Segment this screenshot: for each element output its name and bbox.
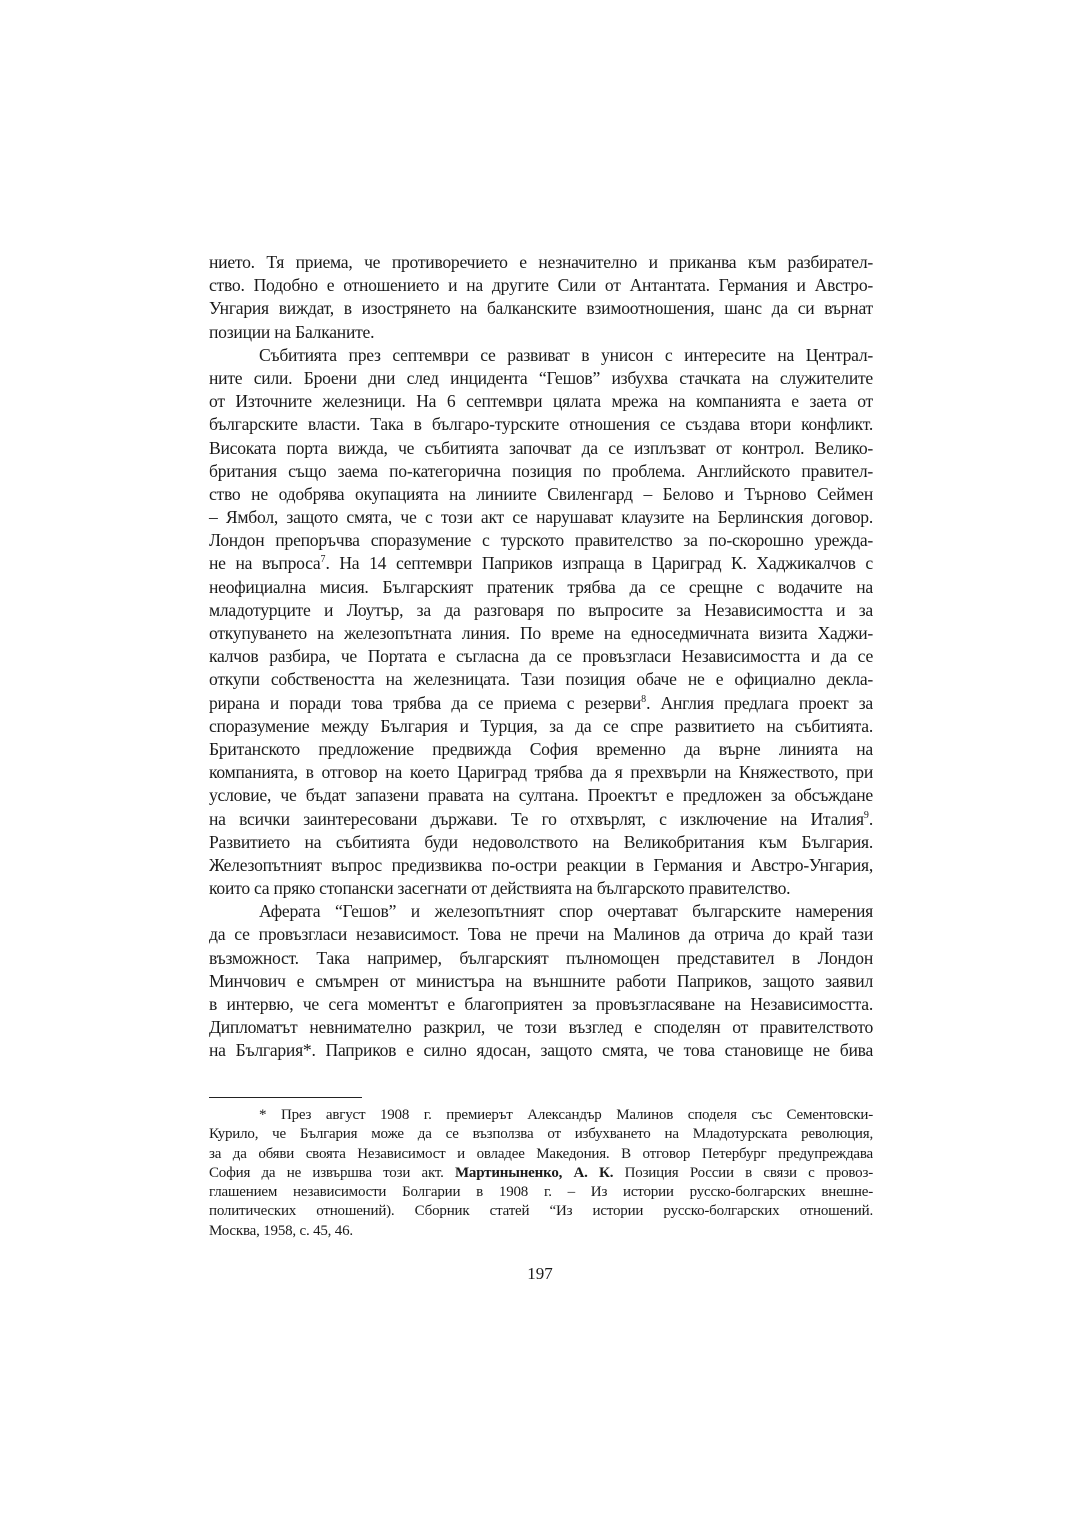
text-run: споразумение между България и Турция, за да се спре развитието на събитията. [209, 715, 873, 736]
text-line [209, 645, 873, 668]
text-run: Москва, 1958, с. 45, 46. [209, 1222, 353, 1239]
text-line [209, 668, 873, 691]
text-run: в интервю, че сега моментът е благоприятен за провъзгласяване на Независимостта. [209, 994, 873, 1014]
footnote-line [209, 1202, 873, 1221]
text-run: Лондон препоръчва споразумение с турското правителство за по-скорошно урежда- [209, 530, 873, 551]
text-line [209, 599, 873, 622]
text-run: политических отношений). Сборник статей “Из истории русско-болгарских отношений. [209, 1203, 873, 1220]
text-run: Курило, че България може да се възползва от избухването на Младотурската революция, [209, 1126, 873, 1143]
text-line [209, 831, 873, 854]
text-line [209, 251, 873, 274]
text-run: за да обяви своята Независимост и овладее Македония. В отговор Петербург предупреждава [209, 1145, 873, 1162]
text-run: Железопътният въпрос предизвиква по-остри реакции в Германия и Австро-Унгария, [209, 854, 873, 875]
text-run: на всички заинтересовани държави. Те го отхвърлят, с изключение на Италия [209, 808, 864, 829]
footnote-ref: 9 [863, 809, 869, 821]
text-run: ство не одобрява окупацията на линиите Свиленгард – Белово и Търново Сеймен [209, 483, 873, 504]
text-line [209, 460, 873, 483]
text-run: . Англия предлага проект за [646, 692, 873, 713]
footnote-line [209, 1164, 873, 1183]
footnote-divider [209, 1097, 362, 1098]
footnotes [209, 1106, 873, 1241]
text-line [209, 413, 873, 436]
text-run: компанията, в отговор на което Цариград трябва да я прехвърли на Княжеството, при [209, 762, 873, 783]
text-line [209, 390, 873, 413]
text-line [209, 970, 873, 993]
footnote-line [209, 1106, 873, 1125]
text-run: * През август 1908 г. премиерът Александър Малинов споделя със Сементовски- [259, 1107, 873, 1123]
text-run: неофициална мисия. Българският пратеник трябва да се срещне с водачите на [209, 576, 873, 597]
text-run: Високата порта вижда, че събитията започват да се изплъзват от контрол. Велико- [209, 437, 873, 458]
text-run: Събитията през септември се развиват в унисон с интересите на Централ- [259, 344, 873, 365]
text-line [209, 344, 873, 367]
footnote-ref: 8 [641, 693, 647, 705]
text-line [209, 506, 873, 529]
text-line [209, 552, 873, 575]
text-run: калчов разбира, че Портата е съгласна да се провъзгласи Независимостта и да се [209, 646, 873, 667]
text-run: – Ямбол, защото смята, че с този акт се нарушават клаузите на Берлинския договор. [209, 507, 873, 528]
text-run: които са пряко стопански засегнати от действията на българското правителство. [209, 878, 791, 899]
text-run: София да не извършва този акт. [209, 1164, 455, 1181]
page-number: 197 [527, 1264, 553, 1283]
body-text [209, 251, 873, 1063]
text-line [209, 784, 873, 807]
text-run: Позиция России в связи с провоз- [613, 1164, 873, 1181]
text-run: българските власти. Така в българо-турските отношения се създава втори конфликт. [209, 414, 873, 435]
text-line [209, 367, 873, 390]
text-line [209, 1039, 873, 1062]
text-run: от Източните железници. На 6 септември цялата мрежа на компанията е заета от [209, 391, 873, 412]
text-run: . [868, 808, 873, 829]
text-line [209, 622, 873, 645]
text-run: Минчович е смъмрен от министъра на външните работи Паприков, защото заявил [209, 970, 873, 991]
text-run: откупи собствеността на железницата. Тази позиция обаче не е официално декла- [209, 669, 873, 690]
text-run: не на въпроса [209, 553, 321, 574]
text-line [209, 877, 873, 900]
text-run: условие, че бъдат запазени правата на султана. Проектът е предложен за обсъждане [209, 785, 873, 806]
text-line [209, 529, 873, 552]
footnote-line [209, 1145, 873, 1164]
footnote-line [209, 1183, 873, 1202]
text-line [209, 761, 873, 784]
author-name: Мартиныненко, А. К. [454, 1164, 614, 1181]
text-line [209, 274, 873, 297]
text-run: нието. Тя приема, че противоречието е незначително и приканва към разбирател- [209, 252, 873, 272]
text-run: младотурците и Лоутър, за да разговаря по въпросите за Независимостта и за [209, 599, 873, 620]
footnote-line [209, 1125, 873, 1144]
text-run: ните сили. Броени дни след инцидента “Гешов” избухва стачката на служителите [209, 367, 873, 388]
text-run: Аферата “Гешов” и железопътният спор очертават българските намерения [259, 901, 873, 922]
text-line [209, 900, 873, 923]
text-line [209, 923, 873, 946]
text-run: позиции на Балканите. [209, 321, 375, 342]
text-run: на България*. Паприков е силно ядосан, защото смята, че това становище не бива [209, 1040, 873, 1061]
text-run: британия също заема по-категорична позиция по проблема. Английското правител- [209, 460, 873, 481]
text-run: Дипломатът невнимателно разкрил, че този възглед е споделян от правителството [209, 1017, 873, 1038]
text-line [209, 1016, 873, 1039]
text-run: да се провъзгласи независимост. Това не пречи на Малинов да отрича до край тази [209, 924, 873, 945]
text-run: рирана и поради това трябва да се приема с резерви [209, 692, 642, 713]
text-line [209, 715, 873, 738]
text-run: възможност. Така например, българският пълномощен представител в Лондон [209, 947, 873, 968]
text-line [209, 437, 873, 460]
text-run: откупуването на железопътната линия. По време на едноседмичната визита Хаджи- [209, 623, 873, 643]
text-run: глашением независимости Болгарии в 1908 г. – Из истории русско-болгарских внешне- [209, 1184, 873, 1201]
text-line [209, 854, 873, 877]
text-line [209, 692, 873, 715]
text-line [209, 576, 873, 599]
text-line [209, 993, 873, 1016]
text-line [209, 738, 873, 761]
footnote-line [209, 1222, 873, 1241]
text-run: . На 14 септември Паприков изпраща в Цариград К. Хаджикалчов с [325, 553, 873, 574]
text-line [209, 321, 873, 344]
text-run: ство. Подобно е отношението и на другите Сили от Антантата. Германия и Австро- [209, 275, 873, 296]
text-run: Британското предложение предвижда София временно да върне линията на [209, 738, 873, 759]
text-line [209, 483, 873, 506]
text-run: Развитието на събитията буди недоволството на Великобритания към България. [209, 831, 873, 852]
text-line [209, 947, 873, 970]
text-line [209, 808, 873, 831]
text-line [209, 297, 873, 320]
footnote-ref: 7 [320, 554, 326, 566]
text-run: Унгария виждат, в изострянето на балканските взимоотношения, шанс да си върнат [209, 298, 873, 319]
